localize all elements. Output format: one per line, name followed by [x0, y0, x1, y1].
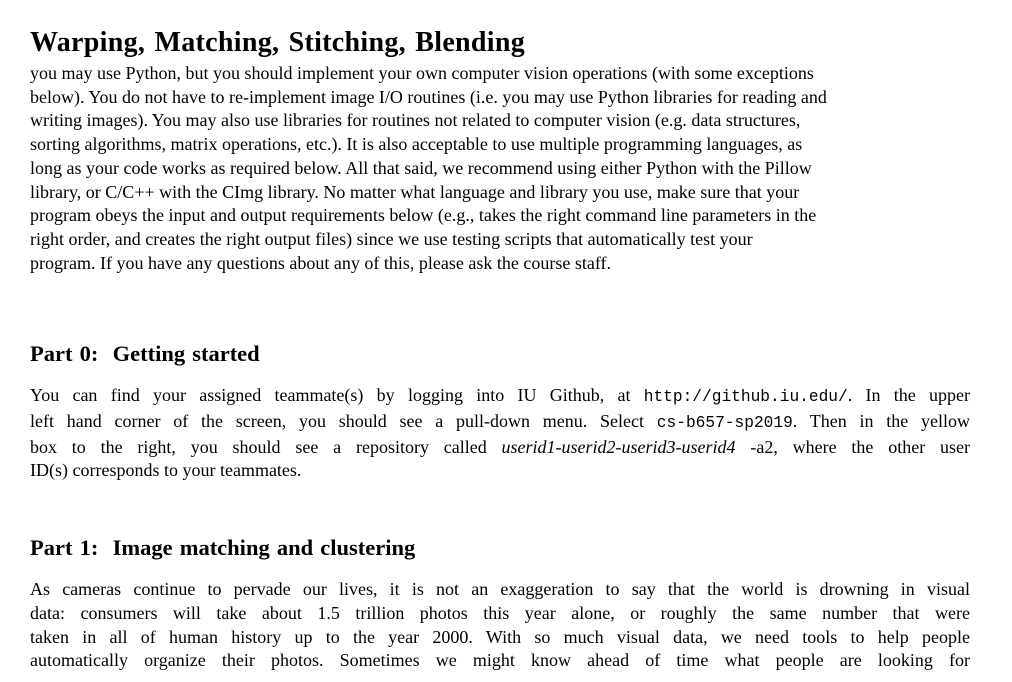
text-line	[30, 133, 970, 157]
body-text: As cameras continue to pervade our lives, it is not an exaggeration to say that the world is drowning in visual	[30, 579, 970, 600]
body-text: writing images). You may also use libraries for routines not related to computer vision (e.g. data structures,	[30, 110, 801, 131]
text-line	[30, 252, 970, 276]
text-line	[30, 410, 970, 436]
body-text: . Then in the yellow	[792, 411, 970, 432]
body-text: You can find your assigned teammate(s) by logging into IU Github, at	[30, 385, 644, 406]
paragraph	[30, 384, 970, 483]
body-text: . In the upper	[847, 385, 970, 406]
paragraph	[30, 62, 970, 275]
text-line	[30, 86, 970, 110]
code-text: cs-b657-sp2019	[656, 414, 793, 433]
text-line	[30, 459, 970, 483]
body-text: taken in all of human history up to the year 2000. With so much visual data, we need tools to help people	[30, 626, 970, 647]
text-line	[30, 602, 970, 626]
body-text: library, or C/C++ with the CImg library. No matter what language and library you use, make sure that your	[30, 181, 800, 202]
body-text: ID(s) corresponds to your teammates.	[30, 460, 302, 481]
text-line	[30, 436, 970, 460]
section-heading: Part 0: Getting started	[30, 341, 260, 367]
text-line	[30, 649, 970, 673]
paragraph	[30, 578, 970, 673]
body-text: sorting algorithms, matrix operations, etc.). It is also acceptable to use multiple programming languages, as	[30, 134, 803, 155]
body-text: automatically organize their photos. Sometimes we might know ahead of time what people are looking for	[30, 650, 970, 671]
body-text: data: consumers will take about 1.5 trillion photos this year alone, or roughly the same number that were	[30, 602, 970, 623]
document-body	[30, 62, 970, 673]
body-text: -a2, where the other user	[735, 436, 971, 457]
text-line	[30, 181, 970, 205]
code-text: http://github.iu.edu/	[643, 388, 848, 407]
text-line	[30, 384, 970, 410]
body-text: you may use Python, but you should implement your own computer vision operations (with some exceptions	[30, 63, 814, 83]
body-text: box to the right, you should see a repository called	[30, 436, 502, 457]
text-line	[30, 204, 970, 228]
body-text: left hand corner of the screen, you should see a pull-down menu. Select	[30, 411, 657, 432]
text-line	[30, 157, 970, 181]
text-line	[30, 626, 970, 650]
section-heading: Part 1: Image matching and clustering	[30, 535, 416, 561]
body-text: program obeys the input and output requirements below (e.g., takes the right command line parameters in the	[30, 205, 817, 226]
text-line	[30, 578, 970, 602]
body-text: long as your code works as required below. All that said, we recommend using either Python with the Pillow	[30, 157, 812, 178]
text-line	[30, 62, 970, 86]
body-text: right order, and creates the right output files) since we use testing scripts that automatically test your	[30, 228, 753, 249]
body-text: below). You do not have to re-implement image I/O routines (i.e. you may use Python libraries for reading and	[30, 86, 827, 107]
body-text: program. If you have any questions about any of this, please ask the course staff.	[30, 252, 612, 273]
text-line	[30, 109, 970, 133]
italic-text: userid1-userid2-userid3-userid4	[501, 436, 736, 457]
text-line	[30, 228, 970, 252]
doc-title: Warping, Matching, Stitching, Blending	[30, 27, 526, 58]
